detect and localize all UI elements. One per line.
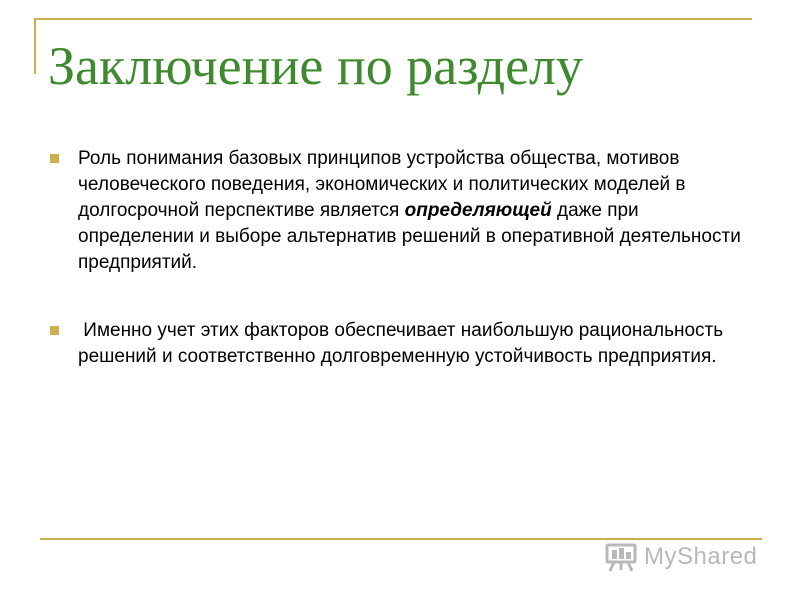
bullet-1-text-start: Роль понимания базовых принципов устройства общества, мотивов человеческого поведения, экономических и политических моделей в долгосрочной перспективе является bbox=[78, 148, 686, 221]
bullet-item-2 bbox=[48, 318, 748, 370]
bullet-1-text-end: даже при определении и выборе альтернатив решений в оперативной деятельности предприятий. bbox=[78, 200, 741, 273]
square-bullet-icon bbox=[50, 154, 59, 163]
watermark-text: MyShared bbox=[644, 543, 758, 570]
watermark-logo bbox=[604, 540, 757, 574]
bullet-list bbox=[48, 146, 748, 412]
left-decorative-line bbox=[34, 18, 36, 74]
top-decorative-line bbox=[34, 18, 752, 20]
slide-title: Заключение по разделу bbox=[48, 36, 583, 96]
bullet-item-1 bbox=[48, 146, 748, 276]
square-bullet-icon bbox=[50, 326, 59, 335]
bullet-1-emphasis: определяющей bbox=[404, 200, 552, 221]
presentation-board-icon bbox=[604, 542, 638, 572]
bullet-2-text: Именно учет этих факторов обеспечивает наибольшую рациональность решений и соответственно долговременную устойчивость предприятия. bbox=[78, 320, 729, 367]
